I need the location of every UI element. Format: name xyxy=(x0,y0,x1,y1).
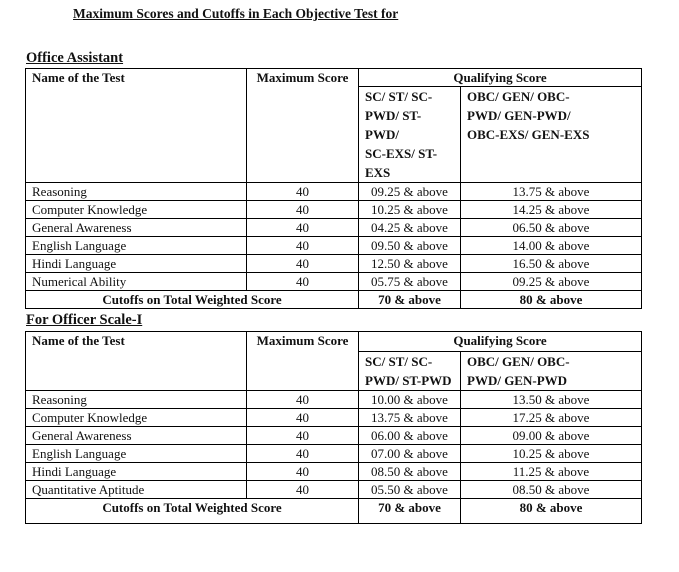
test-name: English Language xyxy=(26,237,247,255)
office-assistant-table xyxy=(25,68,642,309)
qualifying-reserved: 10.25 & above xyxy=(359,201,461,219)
cutoff-general: 80 & above xyxy=(461,291,642,309)
qualifying-general: 08.50 & above xyxy=(461,481,642,499)
qualifying-reserved: 09.25 & above xyxy=(359,183,461,201)
cutoff-label: Cutoffs on Total Weighted Score xyxy=(26,499,359,524)
max-score: 40 xyxy=(247,445,359,463)
test-name: Numerical Ability xyxy=(26,273,247,291)
table-row xyxy=(26,183,642,201)
qualifying-reserved: 05.75 & above xyxy=(359,273,461,291)
cutoff-reserved: 70 & above xyxy=(359,291,461,309)
max-score: 40 xyxy=(247,481,359,499)
max-score: 40 xyxy=(247,237,359,255)
qualifying-reserved: 05.50 & above xyxy=(359,481,461,499)
max-score: 40 xyxy=(247,391,359,409)
section-title-officer-scale-1: For Officer Scale-I xyxy=(26,312,143,328)
header-category-general: OBC/ GEN/ OBC- PWD/ GEN-PWD/ OBC-EXS/ GEN-EXS xyxy=(461,87,642,183)
table-row xyxy=(26,463,642,481)
table-row xyxy=(26,481,642,499)
table-row xyxy=(26,201,642,219)
max-score: 40 xyxy=(247,201,359,219)
cutoff-label: Cutoffs on Total Weighted Score xyxy=(26,291,359,309)
qualifying-general: 17.25 & above xyxy=(461,409,642,427)
qualifying-general: 09.00 & above xyxy=(461,427,642,445)
qualifying-general: 09.25 & above xyxy=(461,273,642,291)
header-qualifying-score: Qualifying Score xyxy=(359,69,642,87)
cutoff-row xyxy=(26,291,642,309)
qualifying-general: 10.25 & above xyxy=(461,445,642,463)
test-name: Reasoning xyxy=(26,183,247,201)
table-row xyxy=(26,237,642,255)
test-name: General Awareness xyxy=(26,219,247,237)
table-row xyxy=(26,409,642,427)
qualifying-general: 06.50 & above xyxy=(461,219,642,237)
qualifying-reserved: 10.00 & above xyxy=(359,391,461,409)
qualifying-general: 13.50 & above xyxy=(461,391,642,409)
qualifying-reserved: 08.50 & above xyxy=(359,463,461,481)
table-row xyxy=(26,273,642,291)
header-name-of-test: Name of the Test xyxy=(26,69,247,183)
qualifying-general: 16.50 & above xyxy=(461,255,642,273)
max-score: 40 xyxy=(247,273,359,291)
qualifying-general: 11.25 & above xyxy=(461,463,642,481)
header-maximum-score: Maximum Score xyxy=(247,332,359,391)
max-score: 40 xyxy=(247,427,359,445)
cutoff-reserved: 70 & above xyxy=(359,499,461,524)
test-name: Computer Knowledge xyxy=(26,201,247,219)
qualifying-reserved: 06.00 & above xyxy=(359,427,461,445)
header-category-reserved: SC/ ST/ SC- PWD/ ST-PWD/ SC-EXS/ ST- EXS xyxy=(359,87,461,183)
header-row xyxy=(26,332,642,352)
max-score: 40 xyxy=(247,409,359,427)
max-score: 40 xyxy=(247,255,359,273)
header-maximum-score: Maximum Score xyxy=(247,69,359,183)
qualifying-general: 14.25 & above xyxy=(461,201,642,219)
qualifying-reserved: 13.75 & above xyxy=(359,409,461,427)
test-name: Hindi Language xyxy=(26,463,247,481)
qualifying-reserved: 09.50 & above xyxy=(359,237,461,255)
test-name: Quantitative Aptitude xyxy=(26,481,247,499)
document-title: Maximum Scores and Cutoffs in Each Objective Test for xyxy=(73,6,399,21)
table-row xyxy=(26,391,642,409)
table-row xyxy=(26,427,642,445)
header-qualifying-score: Qualifying Score xyxy=(359,332,642,352)
qualifying-reserved: 07.00 & above xyxy=(359,445,461,463)
test-name: Reasoning xyxy=(26,391,247,409)
table-row xyxy=(26,219,642,237)
qualifying-reserved: 12.50 & above xyxy=(359,255,461,273)
test-name: Computer Knowledge xyxy=(26,409,247,427)
qualifying-general: 14.00 & above xyxy=(461,237,642,255)
table-row xyxy=(26,255,642,273)
test-name: Hindi Language xyxy=(26,255,247,273)
header-category-general: OBC/ GEN/ OBC- PWD/ GEN-PWD xyxy=(461,352,642,391)
header-name-of-test: Name of the Test xyxy=(26,332,247,391)
max-score: 40 xyxy=(247,183,359,201)
cutoff-general: 80 & above xyxy=(461,499,642,524)
test-name: English Language xyxy=(26,445,247,463)
qualifying-general: 13.75 & above xyxy=(461,183,642,201)
header-row xyxy=(26,69,642,87)
max-score: 40 xyxy=(247,219,359,237)
cutoff-row xyxy=(26,499,642,524)
max-score: 40 xyxy=(247,463,359,481)
test-name: General Awareness xyxy=(26,427,247,445)
officer-scale-1-table xyxy=(25,331,642,524)
table-row xyxy=(26,445,642,463)
section-title-office-assistant: Office Assistant xyxy=(26,50,124,66)
header-category-reserved: SC/ ST/ SC- PWD/ ST-PWD xyxy=(359,352,461,391)
qualifying-reserved: 04.25 & above xyxy=(359,219,461,237)
